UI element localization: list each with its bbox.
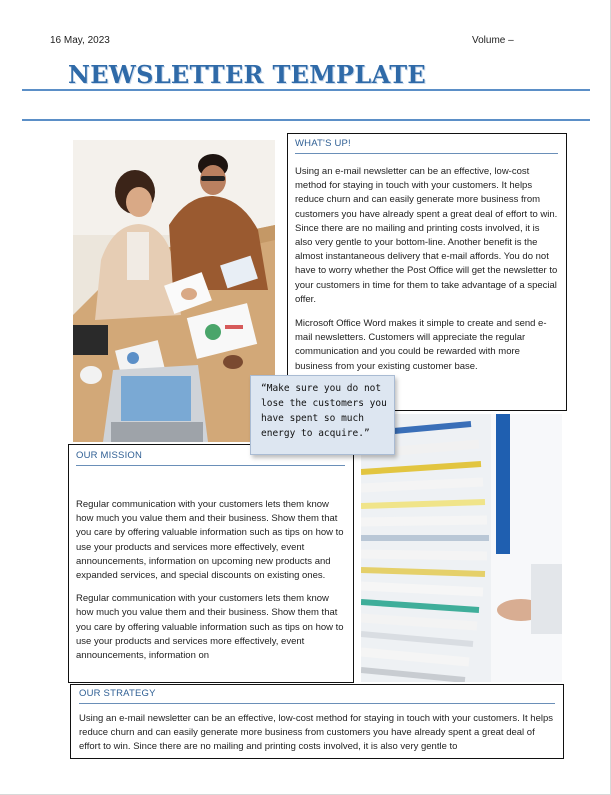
volume-label: Volume –	[472, 35, 514, 46]
pull-quote-line: energy to acquire.”	[261, 428, 370, 439]
our-strategy-heading: OUR STRATEGY	[79, 688, 555, 704]
whats-up-paragraph-1: Using an e-mail newsletter can be an effective, low-cost method for staying in touch with your customers. It helps reduce churn and can easily generate more business from customers you have already spent a great deal of effort to win. Since there are no mailing and printing costs involved, it is also very gentle to your bottom-line. Another benefit is the almost instantaneous delivery that e-mail affords. You do not have to worry whether the Post Office will get the newsletter to your customers in time for them to take advantage of a special offer.	[295, 166, 558, 305]
pull-quote-line: have spent so much	[261, 413, 364, 424]
our-mission-section	[68, 444, 354, 683]
whats-up-section	[287, 133, 567, 411]
pull-quote-line: lose the customers you	[261, 398, 387, 409]
mission-paragraph-2: Regular communication with your customers lets them know how much you value them and their business. Show them that you care by offering valuable information such as tips on how to use your products and services more effectively, event announcements, information on	[76, 593, 344, 662]
newsletter-title: NEWSLETTER TEMPLATE	[68, 60, 426, 89]
title-rule-top	[22, 89, 590, 91]
our-strategy-section	[70, 684, 564, 759]
issue-date: 16 May, 2023	[50, 35, 110, 46]
mission-paragraph-1: Regular communication with your customers lets them know how much you value them and their business. Show them that you care by offering valuable information such as tips on how to use your products and services more effectively, event announcements, information on upcoming new products and expanded services, and special discounts on existing ones.	[76, 499, 344, 582]
title-rule-bottom	[22, 119, 590, 121]
strategy-paragraph: Using an e-mail newsletter can be an effective, low-cost method for staying in touch with your customers. It helps reduce churn and can easily generate more business from customers you have already spent a great deal of effort to win. Since there are no mailing and printing costs involved, it is also very gentle to	[79, 713, 553, 753]
whats-up-paragraph-2: Microsoft Office Word makes it simple to create and send e-mail newsletters. Customers will appreciate the regular communication and you could be rewarded with more business from your existing customer base.	[295, 318, 547, 372]
pull-quote	[250, 375, 395, 455]
whats-up-heading: WHAT'S UP!	[295, 138, 558, 154]
team-meeting-photo	[73, 140, 275, 442]
pull-quote-line: “Make sure you do not	[261, 383, 382, 394]
our-mission-heading: OUR MISSION	[76, 450, 345, 466]
